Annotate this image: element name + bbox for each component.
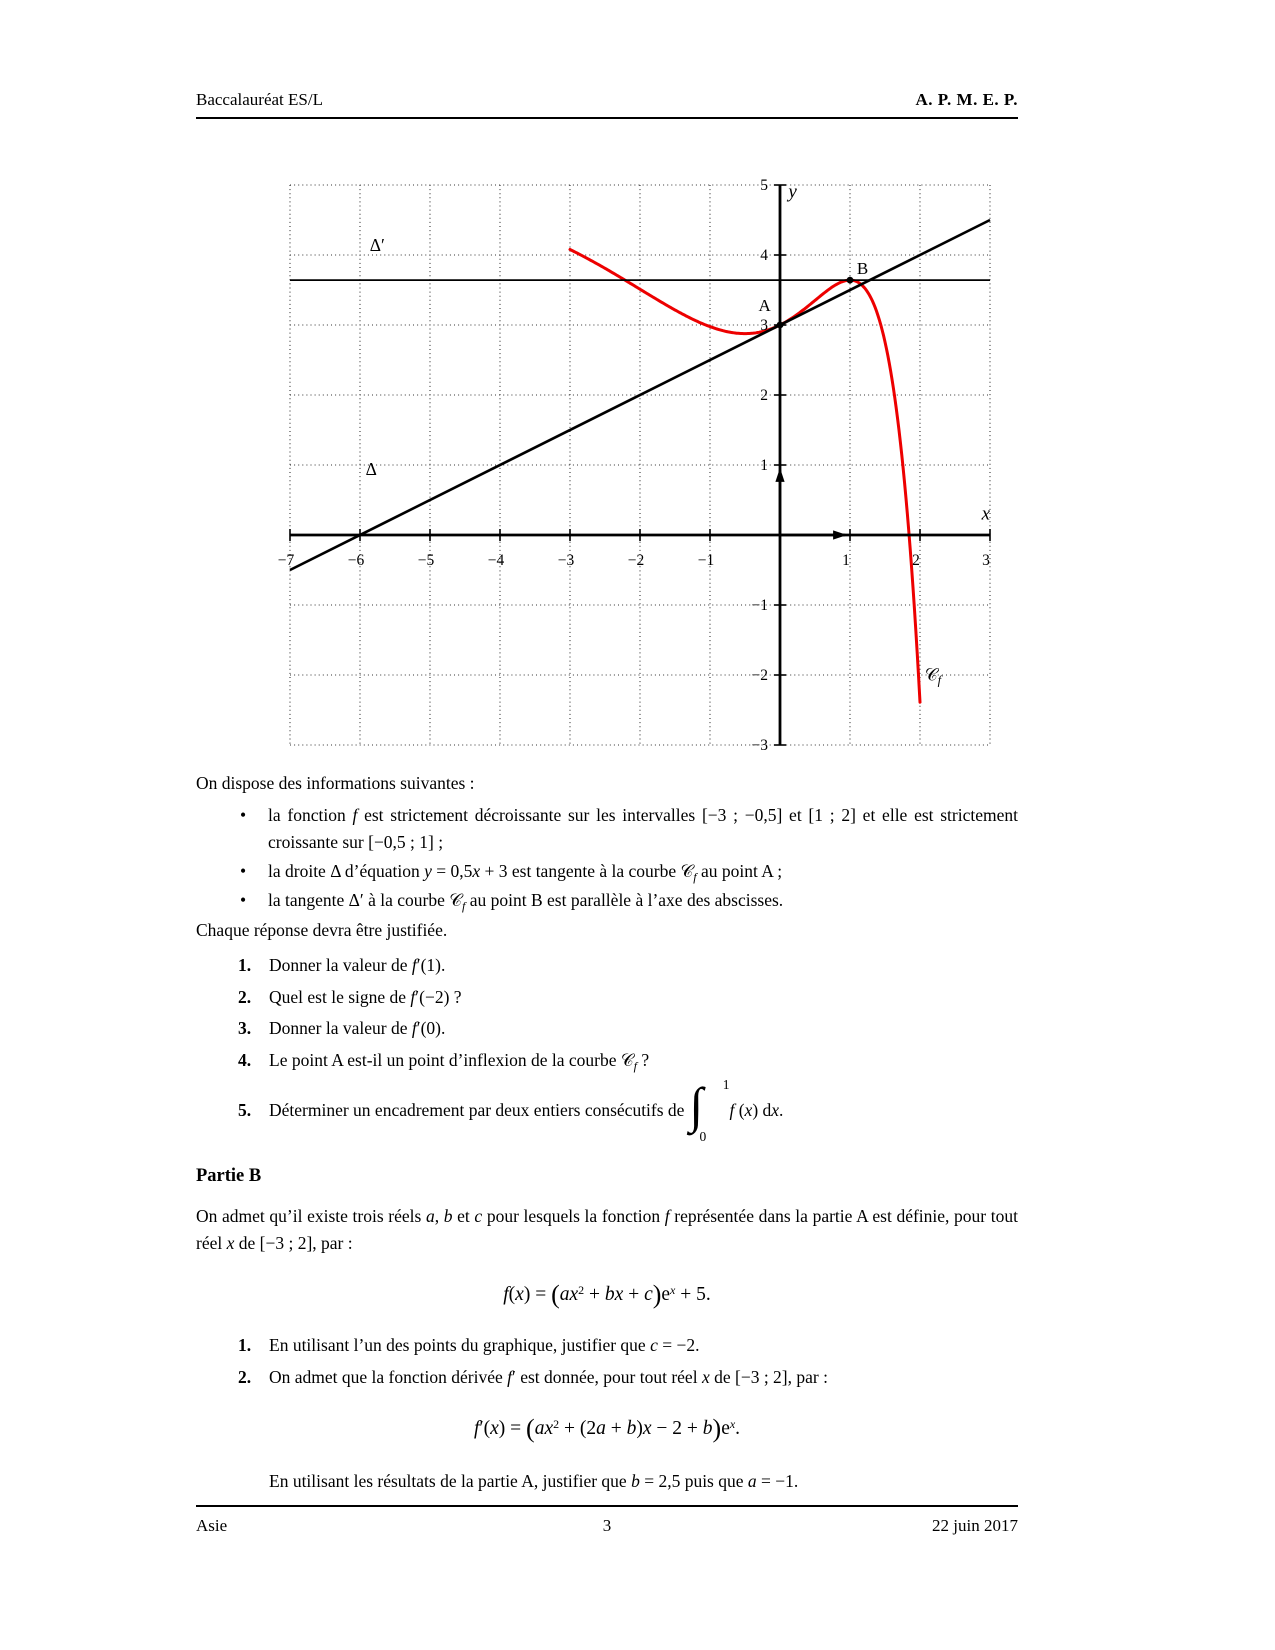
list-item [196, 858, 1018, 887]
header-title-right: A. P. M. E. P. [915, 90, 1018, 109]
svg-text:Δ′: Δ′ [369, 234, 385, 255]
question-text: f (x) dx. [729, 1100, 784, 1121]
svg-text:3: 3 [982, 552, 990, 569]
partB-intro-paragraph: On admet qu’il existe trois réels a, b et c pour lesquels la fonction f représentée dans la partie A est définie, pour tout réel x de [−3 ; 2], par : [196, 1205, 1018, 1253]
svg-text:3: 3 [760, 317, 768, 334]
page-number: 3 [602, 1516, 612, 1535]
integral-symbol [689, 1077, 730, 1144]
question-item [196, 1364, 1018, 1392]
question-number: 3. [238, 1018, 252, 1038]
list-item [196, 802, 1018, 857]
svg-text:2: 2 [912, 552, 920, 569]
footer-date: 22 juin 2017 [932, 1516, 1018, 1535]
svg-text:−1: −1 [697, 552, 715, 569]
question-item [196, 952, 1018, 980]
integral-upper-bound: 1 [722, 1077, 730, 1092]
svg-text:−2: −2 [751, 667, 768, 684]
question-number: 5. [238, 1100, 252, 1121]
info-bullet-list [196, 802, 1018, 916]
question-number: 1. [238, 955, 252, 975]
svg-text:2: 2 [760, 387, 768, 404]
question-text: Donner la valeur de f′(0). [269, 1018, 446, 1038]
question-text: Déterminer un encadrement par deux entiers consécutifs de [269, 1100, 685, 1121]
svg-text:1: 1 [760, 457, 768, 474]
svg-text:4: 4 [760, 247, 768, 264]
integral-lower-bound: 0 [699, 1129, 707, 1144]
bullet-text: la fonction f est strictement décroissante sur les intervalles [−3 ; −0,5] et [1 ; 2] et elle est strictement croissante sur [−0,5 ; 1] ; [268, 804, 1018, 852]
list-item [196, 887, 1018, 916]
question-number: 2. [238, 1367, 252, 1387]
page-footer [196, 1505, 1018, 1536]
footer-location: Asie [196, 1516, 228, 1535]
svg-text:1: 1 [842, 552, 850, 569]
intro-paragraph: On dispose des informations suivantes : [196, 773, 475, 793]
svg-text:−4: −4 [487, 552, 505, 569]
svg-text:−3: −3 [751, 737, 768, 754]
header-title-left: Baccalauréat ES/L [196, 90, 323, 109]
svg-text:x: x [981, 503, 990, 525]
question-text: On admet que la fonction dérivée f′ est donnée, pour tout réel x de [−3 ; 2], par : [269, 1367, 828, 1387]
bullet-text: la droite Δ d’équation y = 0,5x + 3 est tangente à la courbe 𝒞$_f$ au point A ; [268, 860, 783, 884]
svg-text:−5: −5 [417, 552, 435, 569]
formula-f-prime: $f'(x) = (ax^2 + (2a + b)x - 2 + b)e^x$. [473, 1413, 741, 1443]
partA-question-list [196, 952, 1018, 1144]
question-text: Le point A est-il un point d’inflexion de la courbe 𝒞$_f$ ? [269, 1049, 650, 1073]
svg-text:−3: −3 [557, 552, 575, 569]
question-text: Quel est le signe de f′(−2) ? [269, 986, 462, 1007]
svg-text:−6: −6 [347, 552, 365, 569]
svg-text:−1: −1 [751, 597, 768, 614]
svg-text:−7: −7 [277, 552, 295, 569]
question-item [196, 984, 1018, 1012]
question-item [196, 1015, 1018, 1043]
page-header [196, 90, 1018, 119]
partB-question-list [196, 1332, 1018, 1392]
question-number: 1. [238, 1334, 252, 1355]
closing-paragraph: En utilisant les résultats de la partie A, justifier que b = 2,5 puis que a = −1. [269, 1470, 799, 1491]
partB-heading: Partie B [196, 1166, 262, 1186]
note-paragraph: Chaque réponse devra être justifiée. [196, 919, 448, 940]
question-item [196, 1077, 1018, 1144]
svg-text:Δ: Δ [365, 458, 377, 479]
question-item [196, 1332, 1018, 1360]
svg-text:B: B [856, 258, 869, 278]
integral-sign: ∫ [689, 1077, 704, 1133]
svg-text:−2: −2 [627, 552, 645, 569]
bullet-marker: • [240, 804, 247, 825]
question-number: 4. [238, 1049, 252, 1070]
svg-text:A: A [758, 296, 771, 315]
formula-f: $f(x) = (ax^2$ + bx + $c)e^x + 5$. [503, 1279, 711, 1309]
svg-text:5: 5 [760, 177, 768, 194]
bullet-marker: • [240, 890, 247, 910]
svg-text:y: y [788, 181, 797, 203]
bullet-marker: • [240, 860, 247, 881]
svg-text:𝒞f: 𝒞$_f$ [924, 664, 942, 688]
bullet-text: la tangente Δ′ à la courbe 𝒞$_f$ au point B est parallèle à l’axe des abscisses. [268, 890, 784, 913]
question-number: 2. [238, 986, 252, 1007]
question-text: En utilisant l’un des points du graphique, justifier que c = −2. [269, 1334, 700, 1355]
function-graph [250, 160, 1010, 780]
exercise-content [196, 770, 1018, 1495]
question-item [196, 1047, 1018, 1076]
question-text: Donner la valeur de f′(1). [269, 955, 446, 975]
